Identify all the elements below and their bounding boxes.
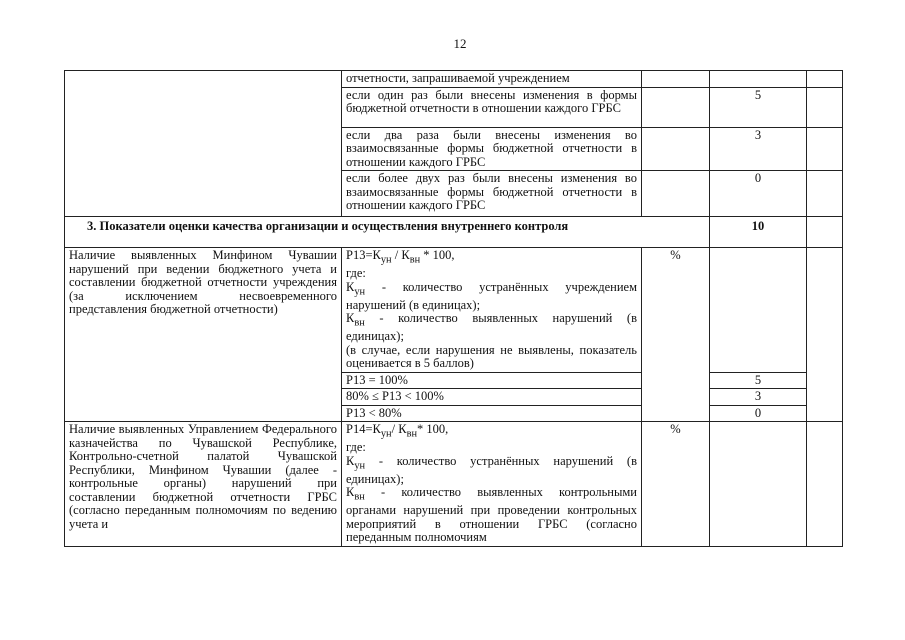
unit-cell — [642, 71, 710, 88]
section-score: 10 — [710, 217, 807, 248]
condition-text: P13 = 100% — [342, 372, 642, 389]
formula-p14-cell — [342, 422, 642, 547]
note-text: (в случае, если нарушения не выявлены, показатель оценивается в 5 баллов) — [346, 342, 637, 370]
formula-p13-cell — [342, 248, 642, 373]
score-cell — [710, 248, 807, 373]
where-label: где: — [346, 266, 366, 280]
unit-cell — [642, 87, 710, 127]
table-row — [65, 422, 843, 547]
formula-p14: $P14=К_{ун}/$ $К_{вн}*$ 100, — [346, 422, 449, 440]
section-header-row — [65, 217, 843, 248]
note-cell — [807, 87, 843, 127]
formula-p13: $P13=К_{ун} / К_{вн} * 100$, — [346, 248, 455, 266]
note-cell — [807, 422, 843, 547]
indicator-p13: Наличие выявленных Минфином Чувашии нарушений при ведении бюджетного учета и составлении бюджетной отчетности учреждения (за исключением несвоевременного представления бюджетной отчетности) — [65, 248, 342, 422]
criterion-text: если два раза были внесены изменения во взаимосвязанные формы бюджетной отчетности в отношении каждого ГРБС — [342, 127, 642, 171]
score-cell — [710, 422, 807, 547]
score-cell: 5 — [710, 372, 807, 389]
unit-cell — [642, 127, 710, 171]
section-title: 3. Показатели оценки качества организации и осуществления внутреннего контроля — [65, 217, 710, 248]
table-row — [65, 71, 843, 88]
condition-text: 80% ≤ P13 < 100% — [342, 389, 642, 406]
page-number: 12 — [453, 36, 467, 51]
where-label: где: — [346, 440, 366, 454]
score-cell: 3 — [710, 389, 807, 406]
note-cell — [807, 71, 843, 88]
score-cell: 3 — [710, 127, 807, 171]
note-cell — [807, 248, 843, 422]
k-un-definition: $К_{ун}$ - количество устранённых нарушений (в единицах); — [346, 453, 637, 486]
score-cell: 0 — [710, 405, 807, 422]
score-cell: 5 — [710, 87, 807, 127]
criterion-text: если один раз были внесены изменения в формы бюджетной отчетности в отношении каждого ГРБС — [342, 87, 642, 127]
criterion-text: если более двух раз были внесены изменения во взаимосвязанные формы бюджетной отчетности в отношении каждого ГРБС — [342, 171, 642, 217]
table-row — [65, 248, 843, 373]
k-vn-definition: $К_{вн}$ - количество выявленных нарушений (в единицах); — [346, 311, 637, 343]
k-un-definition: $К_{ун}$ - количество устранённых учреждением нарушений (в единицах); — [346, 279, 637, 312]
k-vn-definition: $К_{вн}$ - количество выявленных контрольными органами нарушений при проведении контрольных мероприятий в отношении ГРБС (согласно переданным полномочиям — [346, 485, 637, 544]
note-cell — [807, 217, 843, 248]
note-cell — [807, 171, 843, 217]
note-cell — [807, 127, 843, 171]
indicator-p14: Наличие выявленных Управлением Федерального казначейства по Чувашской Республике, Контрольно-счетной палатой Чувашской Республики, Минфином Чувашии (далее - контрольные органы) нарушений при составлении бюджетной отчетности ГРБС (согласно переданным полномочиям по ведению учета и — [65, 422, 342, 547]
criterion-text: отчетности, запрашиваемой учреждением — [342, 71, 642, 88]
indicator-cell-empty — [65, 71, 342, 217]
score-cell: 0 — [710, 171, 807, 217]
criteria-table — [64, 70, 843, 547]
unit-cell — [642, 171, 710, 217]
score-cell — [710, 71, 807, 88]
unit-cell: % — [642, 248, 710, 422]
unit-cell: % — [642, 422, 710, 547]
condition-text: P13 < 80% — [342, 405, 642, 422]
